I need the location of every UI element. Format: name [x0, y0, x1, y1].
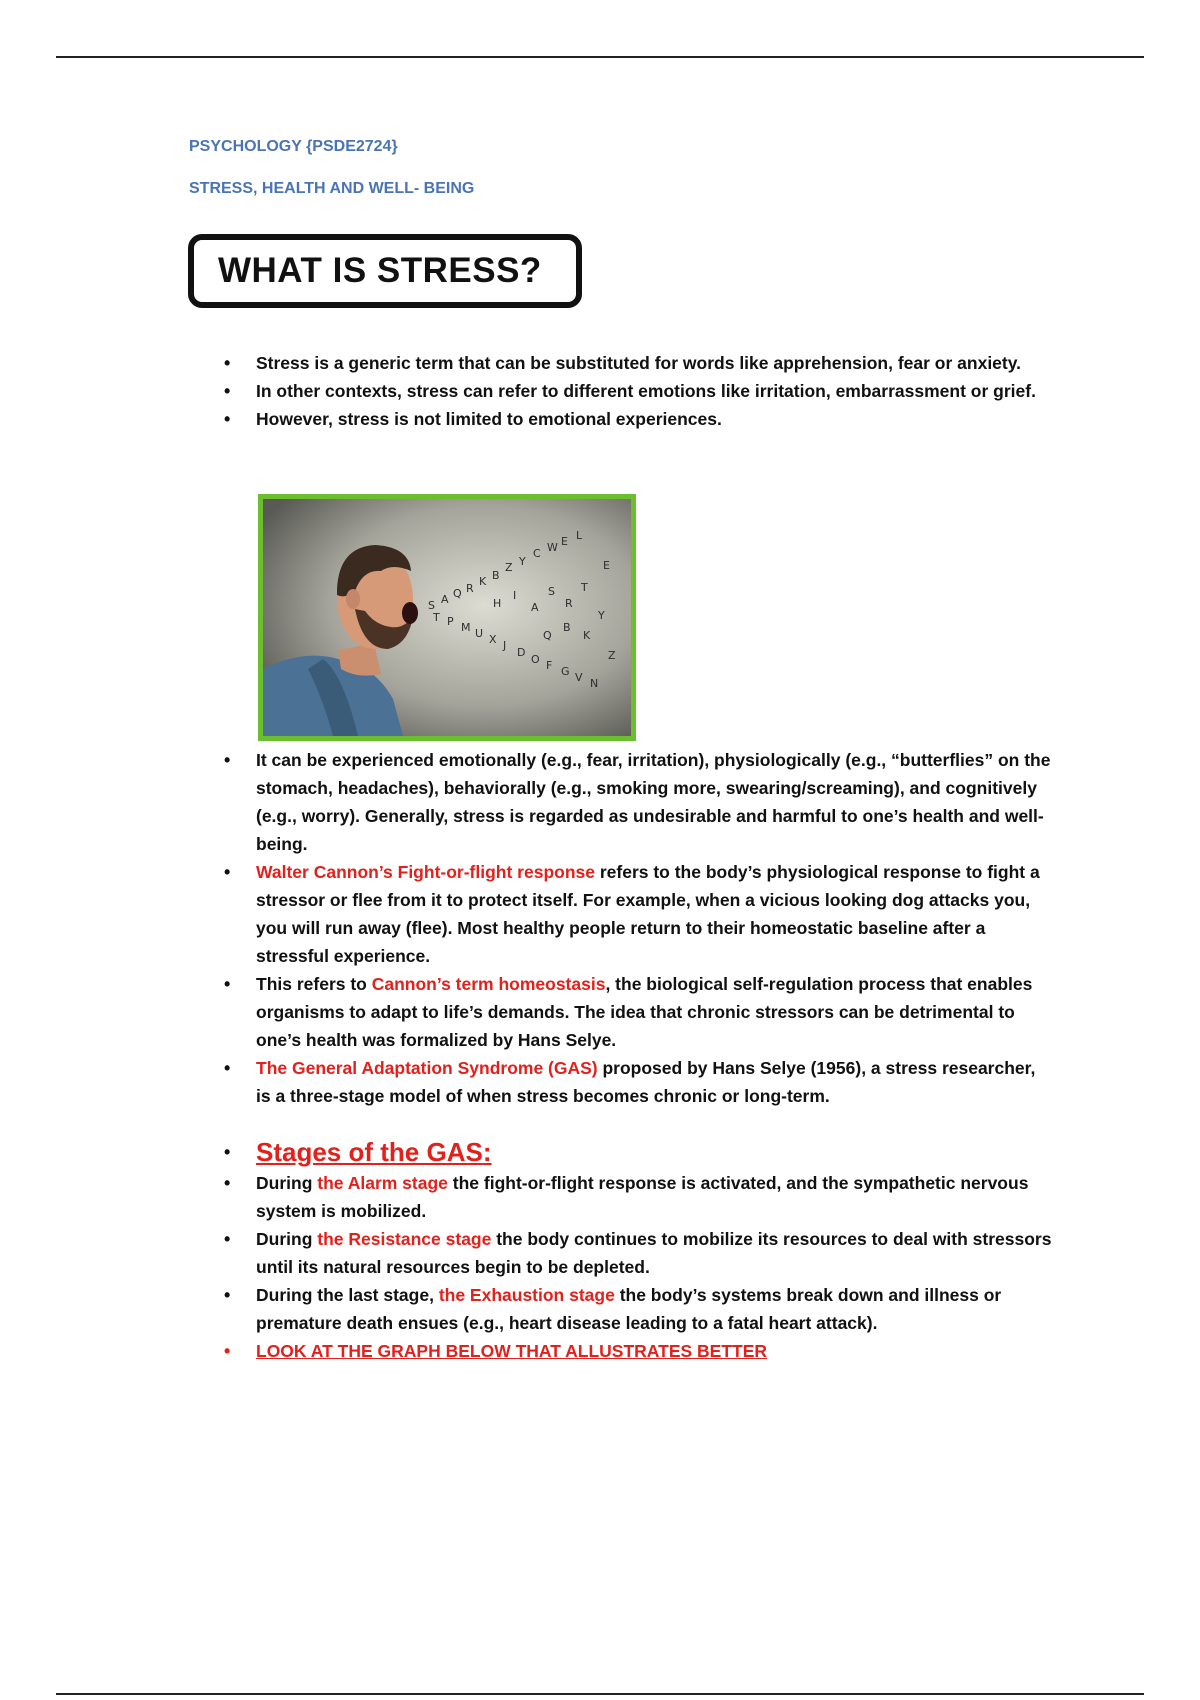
gas-heading-item: [224, 1138, 1054, 1169]
bullet-text: During the last stage,: [256, 1285, 439, 1305]
exhaustion-stage-highlight: the Exhaustion stage: [438, 1285, 615, 1305]
svg-text:N: N: [590, 677, 599, 690]
list-item: [224, 858, 1054, 970]
bullet-text: It can be experienced emotionally (e.g., fear, irritation), physiologically (e.g., “butterflies” on the stomach, headaches), behaviorally (e.g., smoking more, swearing/screaming), and cognitively (e.g., worry). Generally, stress is regarded as undesirable and harmful to one’s health and well-being.: [256, 750, 1051, 854]
list-item: [224, 970, 1054, 1054]
title-box: [188, 234, 582, 308]
svg-text:J: J: [503, 639, 507, 652]
svg-text:T: T: [581, 581, 588, 594]
bullet-text: , the biological self-regulation process that enables organisms to adapt to life’s demands. The idea that chronic stressors can be detrimental to one’s health was formalized by Hans Selye.: [256, 974, 1033, 1050]
svg-text:P: P: [447, 615, 454, 628]
alarm-stage-highlight: the Alarm stage: [317, 1173, 448, 1193]
svg-text:M: M: [461, 621, 471, 634]
topic-subtitle: STRESS, HEALTH AND WELL- BEING: [189, 180, 475, 197]
section-heading: Stages of the GAS: [256, 1137, 483, 1167]
svg-text:U: U: [475, 627, 484, 640]
bullet-text: During: [256, 1229, 318, 1249]
svg-text:A: A: [441, 593, 449, 606]
list-item: [224, 1225, 1054, 1281]
svg-text:Q: Q: [543, 629, 552, 642]
svg-text:E: E: [561, 535, 568, 548]
svg-text:R: R: [466, 582, 474, 595]
bullet-text: This refers to: [256, 974, 372, 994]
graph-note: LOOK AT THE GRAPH BELOW THAT ALLUSTRATES BETTER: [256, 1341, 768, 1361]
top-rule: [56, 56, 1144, 58]
svg-text:Z: Z: [608, 649, 616, 662]
svg-text:F: F: [546, 659, 553, 672]
svg-text:L: L: [576, 529, 583, 542]
svg-text:R: R: [565, 597, 573, 610]
svg-text:Y: Y: [519, 555, 526, 568]
svg-text:B: B: [492, 569, 500, 582]
svg-text:D: D: [517, 646, 526, 659]
resistance-stage-highlight: the Resistance stage: [317, 1229, 492, 1249]
homeostasis-highlight: Cannon’s term homeostasis: [371, 974, 606, 994]
bullet-text: the fight-or-flight response is activated, and the sympathetic nervous system is mobilized.: [256, 1173, 1029, 1221]
list-item: [224, 1281, 1054, 1337]
list-item: [224, 746, 1054, 858]
list-item: [224, 1169, 1054, 1225]
bottom-rule: [56, 1693, 1144, 1695]
bullet-text: refers to the body’s physiological response to fight a stressor or flee from it to protect itself. For example, when a vicious looking dog attacks you, you will run away (flee). Most healthy people return to their homeostatic baseline after a stressful experience.: [256, 862, 1040, 966]
intro-bullet-list: [224, 349, 1054, 433]
gas-highlight: The General Adaptation Syndrome (GAS): [256, 1058, 598, 1078]
shouting-man-letters-image: [258, 494, 636, 741]
course-code: PSYCHOLOGY {PSDE2724}: [189, 138, 398, 155]
svg-text:K: K: [479, 575, 487, 588]
svg-text:T: T: [433, 611, 440, 624]
svg-text:Z: Z: [505, 561, 513, 574]
svg-text:B: B: [563, 621, 571, 634]
svg-text:H: H: [493, 597, 502, 610]
fight-or-flight-highlight: Walter Cannon’s Fight-or-flight response: [256, 862, 595, 882]
svg-text:A: A: [531, 601, 539, 614]
bullet-text: During: [256, 1173, 318, 1193]
bullet-text: the body’s systems break down and illness or premature death ensues (e.g., heart disease leading to a fatal heart attack).: [256, 1285, 1002, 1333]
svg-text:X: X: [489, 633, 497, 646]
svg-text:Q: Q: [453, 587, 462, 600]
list-item: [224, 1337, 1054, 1365]
list-item: • However, stress is not limited to emotional experiences.: [224, 405, 1054, 433]
svg-text:W: W: [547, 541, 558, 554]
svg-text:K: K: [583, 629, 591, 642]
photo-illustration: [263, 499, 631, 736]
svg-text:V: V: [575, 671, 583, 684]
svg-text:Y: Y: [598, 609, 605, 622]
svg-text:I: I: [513, 589, 517, 602]
list-item: [224, 1054, 1054, 1110]
svg-text:G: G: [561, 665, 570, 678]
svg-text:S: S: [428, 599, 435, 612]
gas-stages-list: [224, 1138, 1054, 1365]
list-item: • Stress is a generic term that can be substituted for words like apprehension, fear or anxiety.: [224, 349, 1054, 377]
svg-text:C: C: [533, 547, 541, 560]
page-title: WHAT IS STRESS?: [218, 251, 542, 290]
svg-text:O: O: [531, 653, 540, 666]
svg-text:S: S: [548, 585, 555, 598]
bullet-text: the body continues to mobilize its resources to deal with stressors until its natural resources begin to be depleted.: [256, 1229, 1052, 1277]
list-item: • In other contexts, stress can refer to different emotions like irritation, embarrassment or grief.: [224, 377, 1054, 405]
body-bullet-list: [224, 746, 1054, 1110]
section-heading-suffix: :: [482, 1137, 492, 1167]
bullet-text: proposed by Hans Selye (1956), a stress researcher, is a three-stage model of when stress becomes chronic or long-term.: [256, 1058, 1036, 1106]
svg-text:E: E: [603, 559, 610, 572]
